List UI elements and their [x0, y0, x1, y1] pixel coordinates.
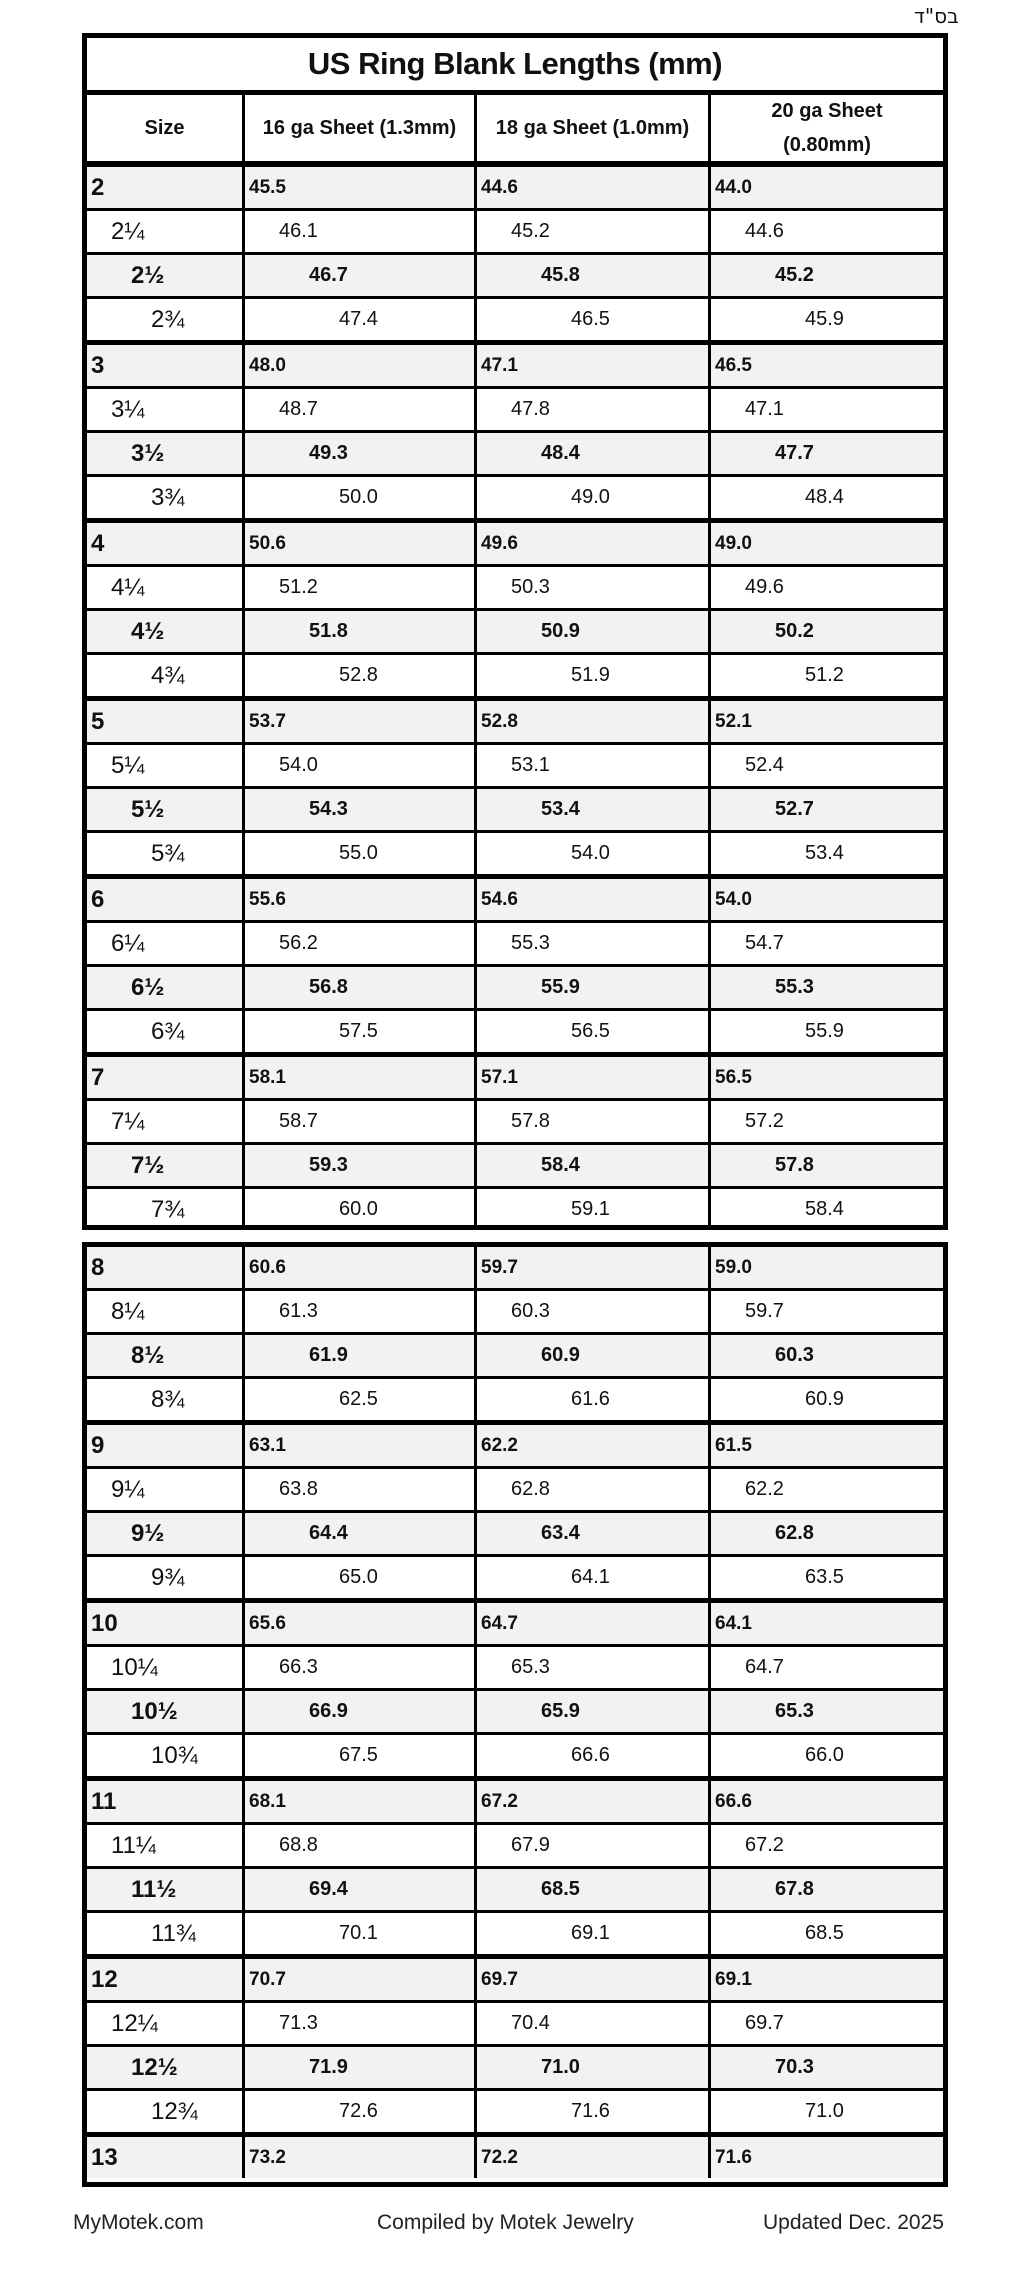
- length-20ga-cell: 44.0: [715, 176, 752, 198]
- size-cell: 2¼: [87, 211, 245, 252]
- length-20ga-cell: 66.0: [805, 1744, 844, 1766]
- length-20ga-cell: 51.2: [805, 664, 844, 686]
- size-cell: 2¾: [87, 299, 245, 340]
- table-row: [87, 2003, 943, 2047]
- length-18ga-cell: 67.9: [477, 1825, 711, 1866]
- length-18ga-cell: 71.0: [477, 2047, 711, 2088]
- table-row: [87, 1469, 943, 1513]
- length-20ga-cell: 59.7: [745, 1300, 784, 1322]
- length-20ga-cell: 55.3: [775, 976, 814, 998]
- length-16ga-cell: 61.3: [245, 1291, 477, 1332]
- length-18ga-cell: 53.1: [477, 745, 711, 786]
- table-row: [87, 879, 943, 923]
- length-20ga-cell: 47.1: [745, 398, 784, 420]
- table-row: [87, 1603, 943, 1647]
- length-20ga-cell: 52.7: [775, 798, 814, 820]
- size-cell: 10½: [87, 1691, 245, 1732]
- length-18ga-cell: 68.5: [477, 1869, 711, 1910]
- size-cell: 5¾: [87, 833, 245, 874]
- length-20ga-cell: 65.3: [775, 1700, 814, 1722]
- length-20ga-cell: 59.0: [715, 1256, 752, 1278]
- size-cell: 7¼: [87, 1101, 245, 1142]
- length-18ga-cell: 72.2: [477, 2137, 711, 2178]
- length-16ga-cell: 56.8: [245, 967, 477, 1008]
- table-row: [87, 655, 943, 701]
- length-18ga-cell: 60.3: [477, 1291, 711, 1332]
- size-cell: 11¾: [87, 1913, 245, 1954]
- table-row: [87, 255, 943, 299]
- length-16ga-cell: 72.6: [245, 2091, 477, 2132]
- ring-blank-table-part-1: [82, 33, 948, 1230]
- table-row: [87, 833, 943, 879]
- length-18ga-cell: 44.6: [477, 167, 711, 208]
- size-cell: 3¾: [87, 477, 245, 518]
- size-cell: 2: [87, 167, 245, 208]
- size-cell: 12½: [87, 2047, 245, 2088]
- length-16ga-cell: 70.1: [245, 1913, 477, 1954]
- size-cell: 6¼: [87, 923, 245, 964]
- length-16ga-cell: 52.8: [245, 655, 477, 696]
- size-cell: 10¼: [87, 1647, 245, 1688]
- length-16ga-cell: 73.2: [245, 2137, 477, 2178]
- table-row: [87, 1735, 943, 1781]
- length-20ga-cell: 52.1: [715, 710, 752, 732]
- size-cell: 11: [87, 1781, 245, 1822]
- table-row: [87, 789, 943, 833]
- size-cell: 8¾: [87, 1379, 245, 1420]
- length-16ga-cell: 50.6: [245, 523, 477, 564]
- length-20ga-cell: 56.5: [715, 1066, 752, 1088]
- table-row: [87, 2137, 943, 2178]
- size-cell: 7½: [87, 1145, 245, 1186]
- length-20ga-cell: 44.6: [745, 220, 784, 242]
- table-row: [87, 1425, 943, 1469]
- size-cell: 3½: [87, 433, 245, 474]
- length-16ga-cell: 68.8: [245, 1825, 477, 1866]
- length-18ga-cell: 62.2: [477, 1425, 711, 1466]
- size-cell: 8½: [87, 1335, 245, 1376]
- table-row: [87, 1647, 943, 1691]
- length-16ga-cell: 60.0: [245, 1189, 477, 1230]
- length-16ga-cell: 70.7: [245, 1959, 477, 2000]
- length-18ga-cell: 48.4: [477, 433, 711, 474]
- table-row: [87, 1513, 943, 1557]
- length-20ga-cell: 47.7: [775, 442, 814, 464]
- size-cell: 5½: [87, 789, 245, 830]
- length-16ga-cell: 61.9: [245, 1335, 477, 1376]
- table-body: [87, 167, 943, 1230]
- length-16ga-cell: 63.1: [245, 1425, 477, 1466]
- size-cell: 7¾: [87, 1189, 245, 1230]
- table-row: [87, 745, 943, 789]
- length-18ga-cell: 52.8: [477, 701, 711, 742]
- table-title: US Ring Blank Lengths (mm): [87, 38, 943, 95]
- size-cell: 10¾: [87, 1735, 245, 1776]
- table-row: [87, 1011, 943, 1057]
- length-18ga-cell: 50.9: [477, 611, 711, 652]
- length-18ga-cell: 64.1: [477, 1557, 711, 1598]
- length-20ga-cell: 71.6: [715, 2146, 752, 2168]
- length-18ga-cell: 58.4: [477, 1145, 711, 1186]
- length-16ga-cell: 69.4: [245, 1869, 477, 1910]
- size-cell: 8: [87, 1247, 245, 1288]
- length-16ga-cell: 71.9: [245, 2047, 477, 2088]
- length-18ga-cell: 60.9: [477, 1335, 711, 1376]
- column-header-18ga: 18 ga Sheet (1.0mm): [477, 95, 711, 161]
- length-20ga-cell: 66.6: [715, 1790, 752, 1812]
- size-cell: 4¼: [87, 567, 245, 608]
- table-row: [87, 1057, 943, 1101]
- length-16ga-cell: 51.2: [245, 567, 477, 608]
- length-18ga-cell: 59.1: [477, 1189, 711, 1230]
- length-18ga-cell: 47.1: [477, 345, 711, 386]
- length-20ga-cell: 67.2: [745, 1834, 784, 1856]
- length-18ga-cell: 69.7: [477, 1959, 711, 2000]
- ring-blank-table-part-2: [82, 1242, 948, 2187]
- length-16ga-cell: 60.6: [245, 1247, 477, 1288]
- size-cell: 5¼: [87, 745, 245, 786]
- length-16ga-cell: 68.1: [245, 1781, 477, 1822]
- length-20ga-cell: 71.0: [805, 2100, 844, 2122]
- length-20ga-cell: 60.3: [775, 1344, 814, 1366]
- length-18ga-cell: 71.6: [477, 2091, 711, 2132]
- table-row: [87, 299, 943, 345]
- table-body: [87, 1247, 943, 2178]
- table-row: [87, 1189, 943, 1230]
- length-18ga-cell: 56.5: [477, 1011, 711, 1052]
- length-20ga-cell: 48.4: [805, 486, 844, 508]
- length-16ga-cell: 58.1: [245, 1057, 477, 1098]
- size-cell: 6¾: [87, 1011, 245, 1052]
- length-16ga-cell: 62.5: [245, 1379, 477, 1420]
- length-16ga-cell: 49.3: [245, 433, 477, 474]
- length-16ga-cell: 57.5: [245, 1011, 477, 1052]
- length-18ga-cell: 55.3: [477, 923, 711, 964]
- length-16ga-cell: 50.0: [245, 477, 477, 518]
- footer-compiled-by: Compiled by Motek Jewelry: [377, 2211, 634, 2234]
- size-cell: 11½: [87, 1869, 245, 1910]
- length-18ga-cell: 49.6: [477, 523, 711, 564]
- length-18ga-cell: 49.0: [477, 477, 711, 518]
- column-header-20ga-label: 20 ga Sheet (0.80mm): [771, 100, 883, 156]
- column-header-size: Size: [87, 95, 245, 161]
- length-18ga-cell: 51.9: [477, 655, 711, 696]
- table-row: [87, 167, 943, 211]
- table-row: [87, 1825, 943, 1869]
- length-16ga-cell: 47.4: [245, 299, 477, 340]
- size-cell: 4½: [87, 611, 245, 652]
- length-18ga-cell: 67.2: [477, 1781, 711, 1822]
- size-cell: 4: [87, 523, 245, 564]
- size-cell: 9¾: [87, 1557, 245, 1598]
- length-18ga-cell: 62.8: [477, 1469, 711, 1510]
- length-16ga-cell: 56.2: [245, 923, 477, 964]
- table-row: [87, 1247, 943, 1291]
- size-cell: 12: [87, 1959, 245, 2000]
- table-row: [87, 477, 943, 523]
- length-18ga-cell: 45.2: [477, 211, 711, 252]
- table-row: [87, 701, 943, 745]
- size-cell: 2½: [87, 255, 245, 296]
- length-20ga-cell: 69.7: [745, 2012, 784, 2034]
- length-16ga-cell: 65.0: [245, 1557, 477, 1598]
- length-16ga-cell: 46.7: [245, 255, 477, 296]
- length-16ga-cell: 48.7: [245, 389, 477, 430]
- column-header-20ga: [711, 95, 943, 161]
- length-20ga-cell: 68.5: [805, 1922, 844, 1944]
- table-row: [87, 1691, 943, 1735]
- table-row: [87, 2047, 943, 2091]
- footer-updated-date: Updated Dec. 2025: [763, 2211, 944, 2234]
- length-20ga-cell: 46.5: [715, 354, 752, 376]
- length-18ga-cell: 57.8: [477, 1101, 711, 1142]
- size-cell: 4¾: [87, 655, 245, 696]
- length-16ga-cell: 54.0: [245, 745, 477, 786]
- length-20ga-cell: 67.8: [775, 1878, 814, 1900]
- column-header-row: [87, 95, 943, 167]
- length-18ga-cell: 54.6: [477, 879, 711, 920]
- length-16ga-cell: 65.6: [245, 1603, 477, 1644]
- length-20ga-cell: 60.9: [805, 1388, 844, 1410]
- table-row: [87, 345, 943, 389]
- length-20ga-cell: 57.2: [745, 1110, 784, 1132]
- length-16ga-cell: 58.7: [245, 1101, 477, 1142]
- length-16ga-cell: 48.0: [245, 345, 477, 386]
- length-18ga-cell: 63.4: [477, 1513, 711, 1554]
- table-row: [87, 1101, 943, 1145]
- length-20ga-cell: 54.0: [715, 888, 752, 910]
- size-cell: 5: [87, 701, 245, 742]
- table-row: [87, 1145, 943, 1189]
- length-16ga-cell: 55.0: [245, 833, 477, 874]
- length-20ga-cell: 62.8: [775, 1522, 814, 1544]
- size-cell: 7: [87, 1057, 245, 1098]
- size-cell: 6: [87, 879, 245, 920]
- footer: [0, 2211, 1012, 2241]
- length-20ga-cell: 55.9: [805, 1020, 844, 1042]
- table-row: [87, 211, 943, 255]
- footer-website: MyMotek.com: [73, 2211, 204, 2234]
- length-16ga-cell: 66.3: [245, 1647, 477, 1688]
- table-row: [87, 523, 943, 567]
- table-row: [87, 433, 943, 477]
- length-18ga-cell: 50.3: [477, 567, 711, 608]
- size-cell: 3: [87, 345, 245, 386]
- size-cell: 12¾: [87, 2091, 245, 2132]
- header-mark: בס"ד: [914, 4, 959, 28]
- length-20ga-cell: 64.1: [715, 1612, 752, 1634]
- length-18ga-cell: 54.0: [477, 833, 711, 874]
- size-cell: 9¼: [87, 1469, 245, 1510]
- length-18ga-cell: 69.1: [477, 1913, 711, 1954]
- length-20ga-cell: 61.5: [715, 1434, 752, 1456]
- length-18ga-cell: 65.3: [477, 1647, 711, 1688]
- table-row: [87, 1959, 943, 2003]
- size-cell: 3¼: [87, 389, 245, 430]
- table-row: [87, 1869, 943, 1913]
- length-18ga-cell: 57.1: [477, 1057, 711, 1098]
- table-row: [87, 1335, 943, 1379]
- length-20ga-cell: 45.2: [775, 264, 814, 286]
- table-row: [87, 967, 943, 1011]
- length-16ga-cell: 53.7: [245, 701, 477, 742]
- length-16ga-cell: 66.9: [245, 1691, 477, 1732]
- length-20ga-cell: 45.9: [805, 308, 844, 330]
- length-18ga-cell: 46.5: [477, 299, 711, 340]
- table-row: [87, 1913, 943, 1959]
- length-16ga-cell: 63.8: [245, 1469, 477, 1510]
- length-16ga-cell: 45.5: [245, 167, 477, 208]
- length-16ga-cell: 71.3: [245, 2003, 477, 2044]
- length-18ga-cell: 59.7: [477, 1247, 711, 1288]
- length-16ga-cell: 67.5: [245, 1735, 477, 1776]
- length-16ga-cell: 59.3: [245, 1145, 477, 1186]
- length-18ga-cell: 70.4: [477, 2003, 711, 2044]
- length-18ga-cell: 61.6: [477, 1379, 711, 1420]
- length-16ga-cell: 54.3: [245, 789, 477, 830]
- table-row: [87, 1781, 943, 1825]
- length-20ga-cell: 58.4: [805, 1198, 844, 1220]
- table-row: [87, 1379, 943, 1425]
- length-20ga-cell: 62.2: [745, 1478, 784, 1500]
- size-cell: 11¼: [87, 1825, 245, 1866]
- length-20ga-cell: 49.0: [715, 532, 752, 554]
- length-20ga-cell: 63.5: [805, 1566, 844, 1588]
- table-row: [87, 923, 943, 967]
- length-20ga-cell: 64.7: [745, 1656, 784, 1678]
- size-cell: 13: [87, 2137, 245, 2178]
- length-18ga-cell: 53.4: [477, 789, 711, 830]
- length-20ga-cell: 49.6: [745, 576, 784, 598]
- length-20ga-cell: 54.7: [745, 932, 784, 954]
- length-20ga-cell: 52.4: [745, 754, 784, 776]
- length-16ga-cell: 51.8: [245, 611, 477, 652]
- size-cell: 12¼: [87, 2003, 245, 2044]
- length-18ga-cell: 66.6: [477, 1735, 711, 1776]
- size-cell: 9½: [87, 1513, 245, 1554]
- length-18ga-cell: 65.9: [477, 1691, 711, 1732]
- table-row: [87, 1557, 943, 1603]
- size-cell: 8¼: [87, 1291, 245, 1332]
- size-cell: 9: [87, 1425, 245, 1466]
- table-row: [87, 1291, 943, 1335]
- length-18ga-cell: 45.8: [477, 255, 711, 296]
- table-row: [87, 389, 943, 433]
- size-cell: 6½: [87, 967, 245, 1008]
- length-16ga-cell: 55.6: [245, 879, 477, 920]
- length-18ga-cell: 55.9: [477, 967, 711, 1008]
- length-16ga-cell: 64.4: [245, 1513, 477, 1554]
- length-20ga-cell: 70.3: [775, 2056, 814, 2078]
- length-20ga-cell: 57.8: [775, 1154, 814, 1176]
- length-20ga-cell: 50.2: [775, 620, 814, 642]
- size-cell: 10: [87, 1603, 245, 1644]
- length-18ga-cell: 64.7: [477, 1603, 711, 1644]
- length-20ga-cell: 69.1: [715, 1968, 752, 1990]
- length-16ga-cell: 46.1: [245, 211, 477, 252]
- table-row: [87, 611, 943, 655]
- length-20ga-cell: 53.4: [805, 842, 844, 864]
- column-header-16ga: 16 ga Sheet (1.3mm): [245, 95, 477, 161]
- length-18ga-cell: 47.8: [477, 389, 711, 430]
- table-row: [87, 567, 943, 611]
- table-row: [87, 2091, 943, 2137]
